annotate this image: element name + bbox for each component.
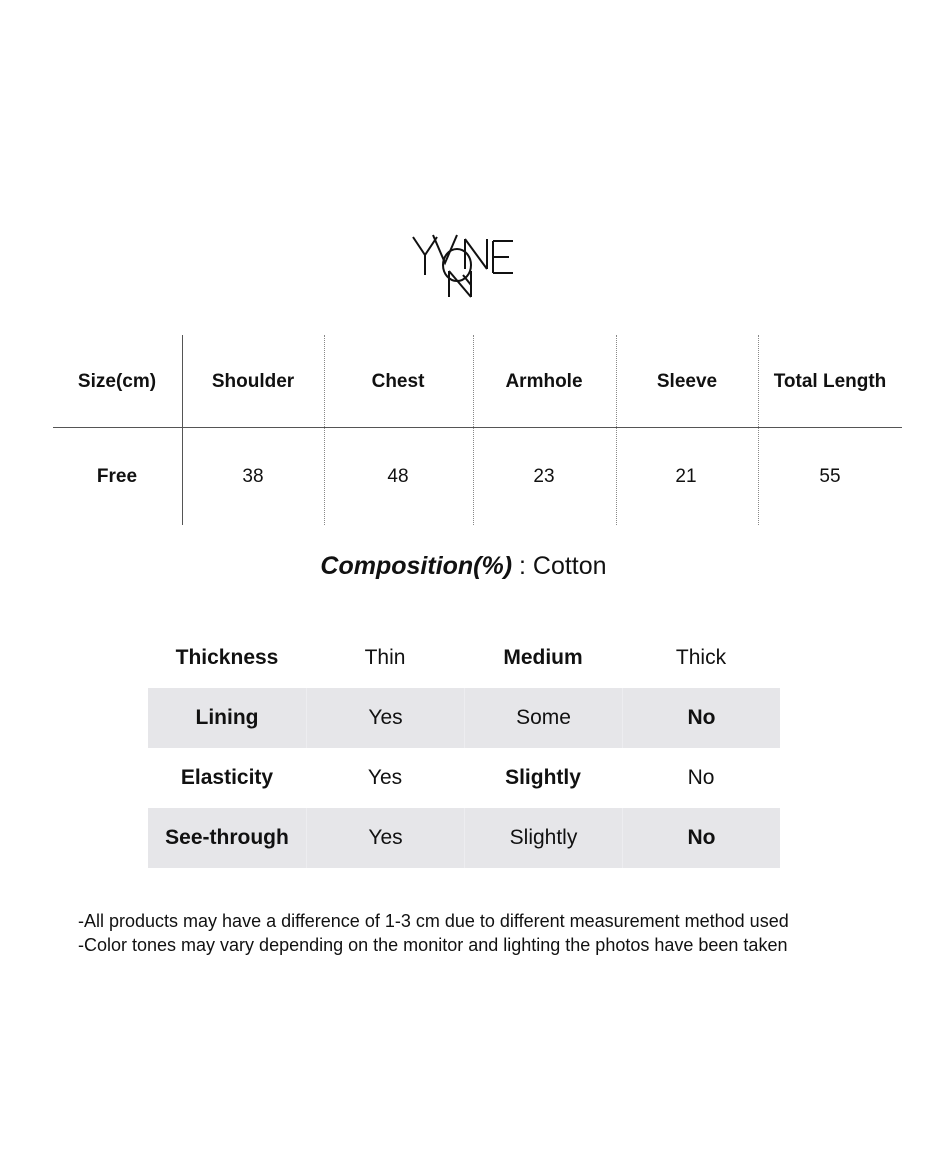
fabric-label: Elasticity: [180, 766, 274, 789]
fabric-option: Slightly: [464, 808, 622, 868]
fabric-option: Thin: [364, 646, 406, 669]
header-total-length: Total Length: [773, 371, 887, 392]
fabric-option-selected: No: [622, 688, 780, 748]
header-size: Size(cm): [77, 371, 157, 392]
fabric-option: Yes: [306, 688, 464, 748]
chest-value: 48: [387, 466, 409, 487]
composition-label: Composition(%): [320, 552, 513, 580]
size-value: Free: [96, 466, 138, 487]
fabric-option: Thick: [675, 646, 727, 669]
size-table: [0, 335, 927, 525]
armhole-value: 23: [533, 466, 555, 487]
note-color: -Color tones may vary depending on the monitor and lighting the photos have been taken: [78, 935, 788, 955]
sleeve-value: 21: [675, 466, 697, 487]
composition-separator: :: [512, 552, 533, 580]
brand-logo-mark: [405, 225, 525, 305]
fabric-label: Lining: [195, 706, 259, 729]
shoulder-value: 38: [242, 466, 264, 487]
fabric-row-thickness: [148, 628, 780, 688]
column-divider: [324, 335, 325, 525]
disclaimer-notes: [78, 909, 898, 957]
fabric-option: Yes: [306, 808, 464, 868]
fabric-option-selected: No: [622, 808, 780, 868]
fabric-table: [148, 628, 780, 868]
brand-logo: [405, 225, 525, 305]
header-shoulder: Shoulder: [211, 371, 295, 392]
header-armhole: Armhole: [505, 371, 583, 392]
column-divider: [758, 335, 759, 525]
header-divider: [53, 427, 902, 428]
composition: [0, 548, 927, 584]
fabric-row-lining: [148, 688, 780, 748]
fabric-option: Some: [464, 688, 622, 748]
column-divider: [182, 335, 183, 525]
total-length-value: 55: [819, 466, 841, 487]
column-divider: [616, 335, 617, 525]
fabric-option: Yes: [367, 766, 403, 789]
fabric-option-selected: Medium: [503, 646, 583, 669]
fabric-label: Thickness: [175, 646, 279, 669]
column-divider: [473, 335, 474, 525]
note-measurement: -All products may have a difference of 1-3 cm due to different measurement method used: [78, 911, 789, 931]
fabric-option: No: [687, 766, 715, 789]
header-chest: Chest: [371, 371, 425, 392]
fabric-row-see-through: [148, 808, 780, 868]
fabric-row-elasticity: [148, 748, 780, 808]
composition-value: Cotton: [532, 552, 607, 580]
fabric-label: See-through: [165, 826, 289, 849]
fabric-option-selected: Slightly: [505, 766, 581, 789]
header-sleeve: Sleeve: [656, 371, 718, 392]
